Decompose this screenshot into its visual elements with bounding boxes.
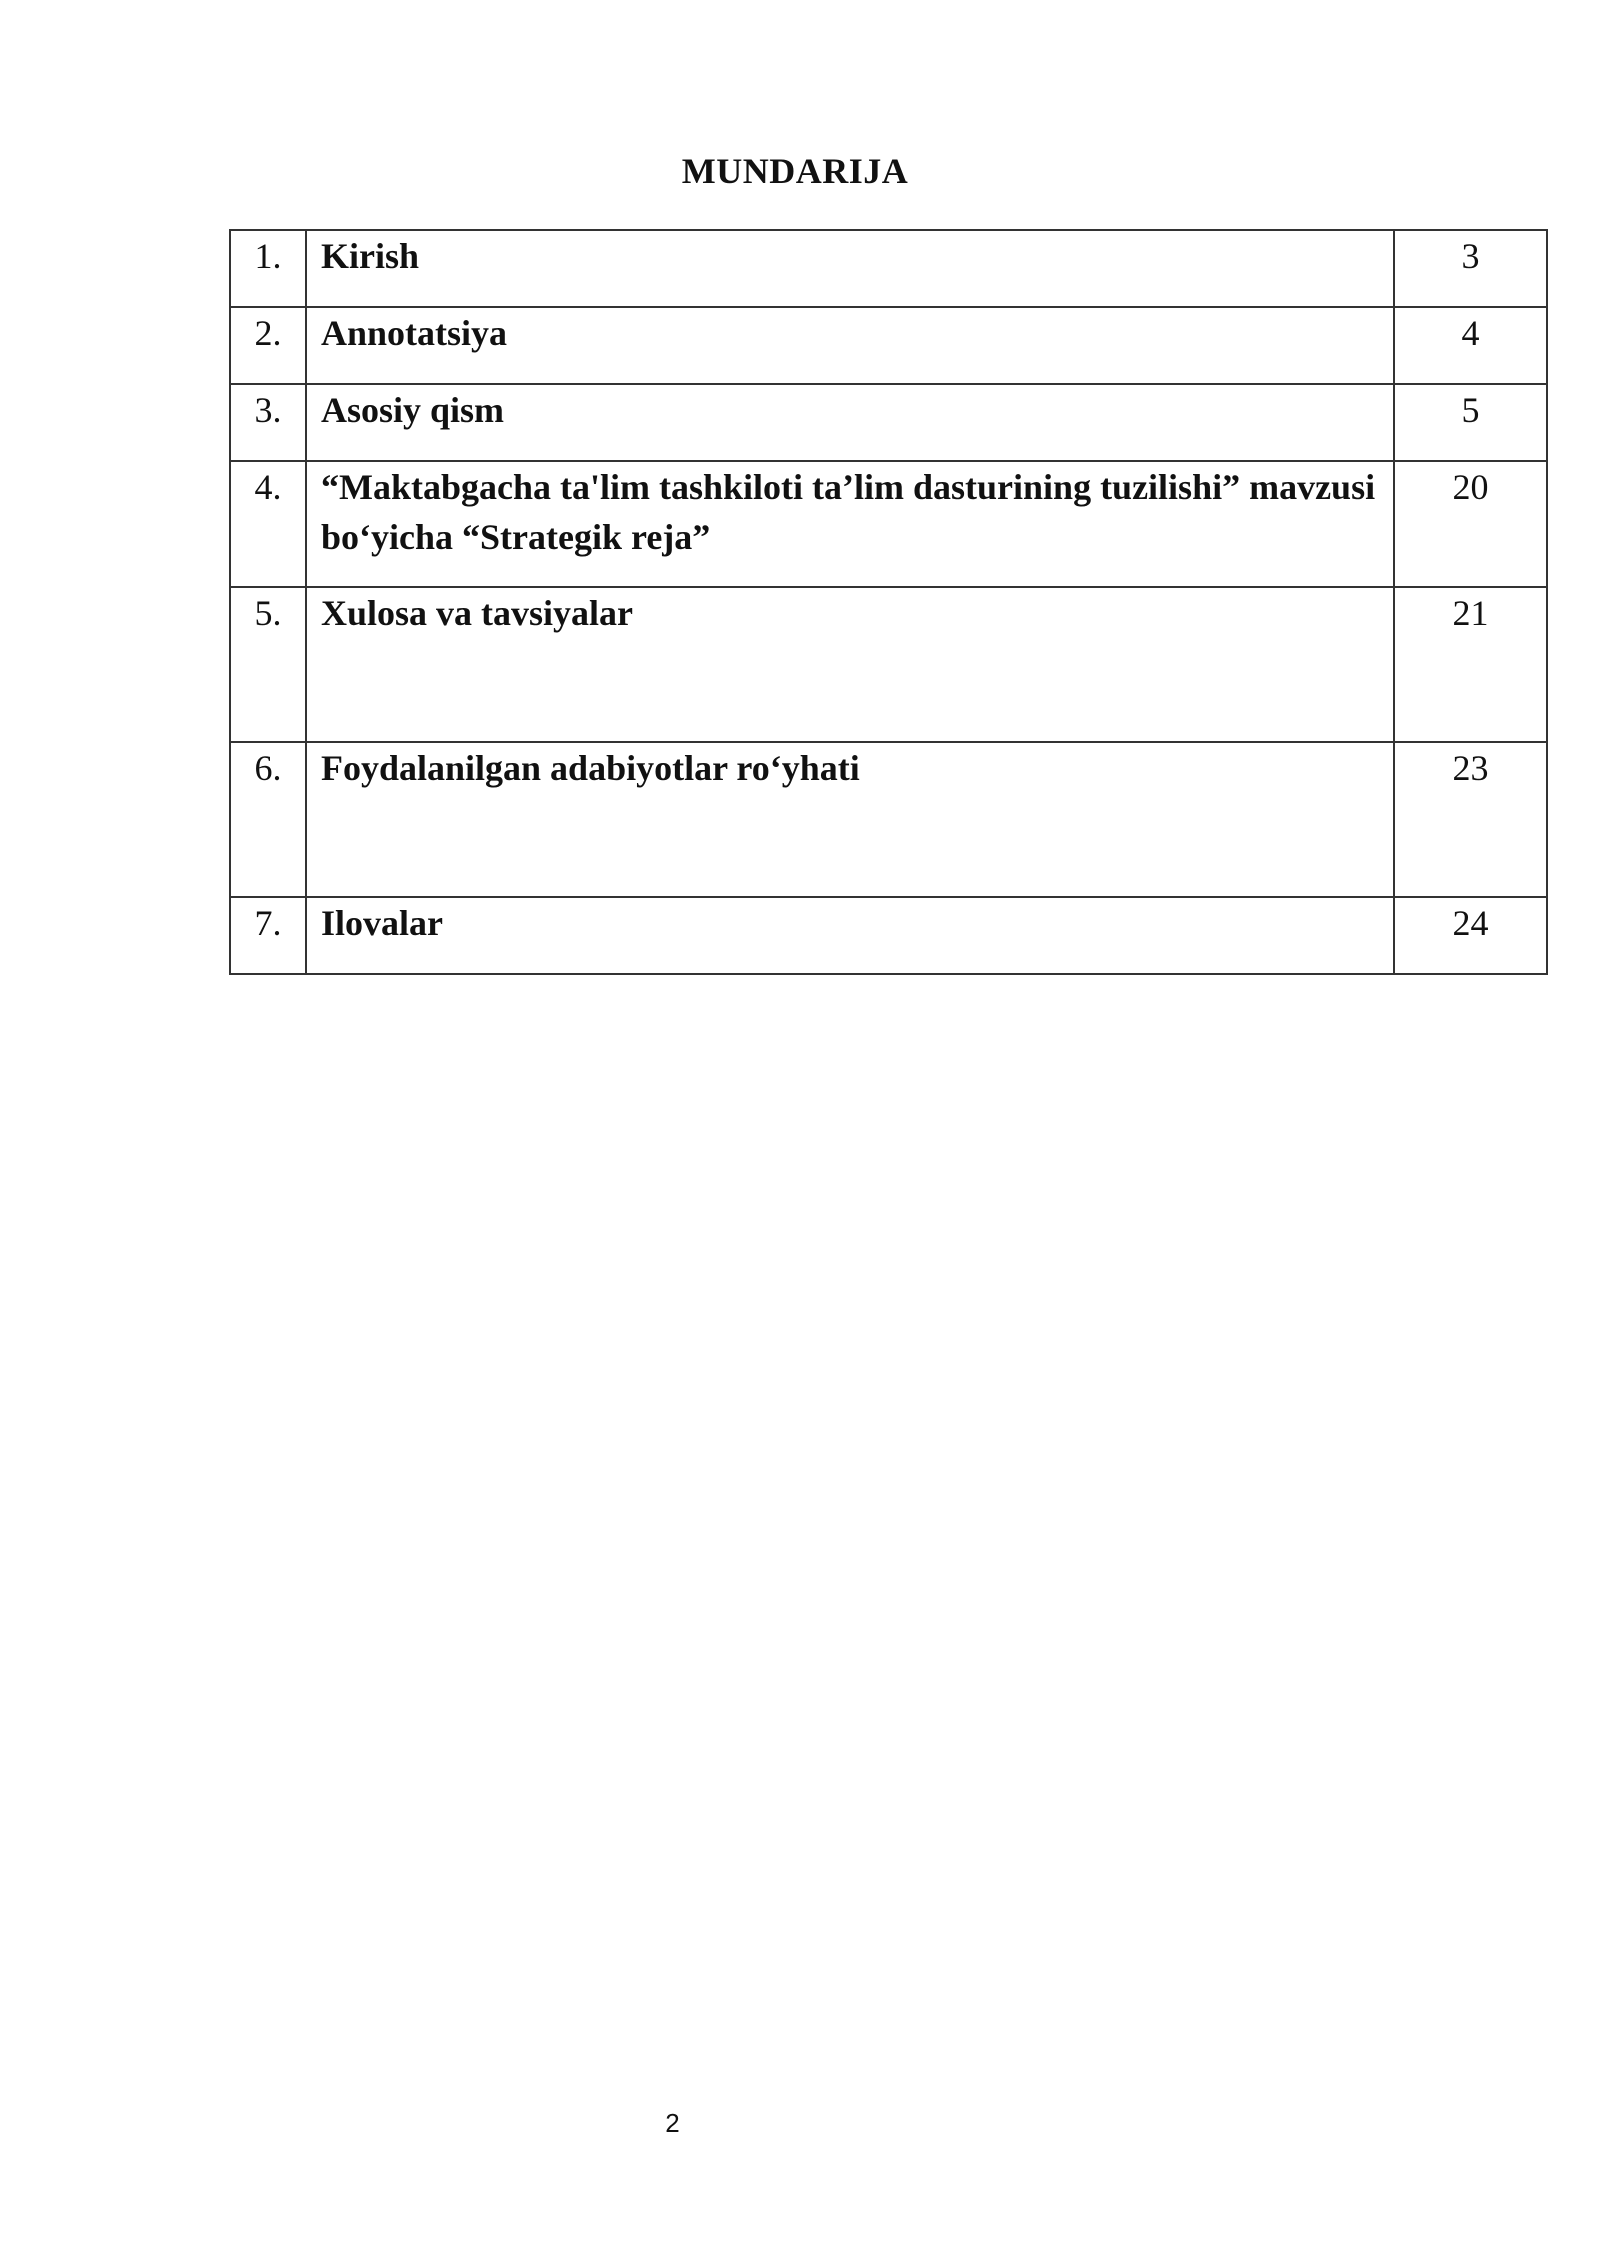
table-of-contents	[229, 229, 1548, 975]
entry-title: Ilovalar	[306, 897, 1394, 974]
table-row	[230, 230, 1547, 307]
page-title: MUNDARIJA	[681, 151, 909, 191]
entry-page: 21	[1394, 587, 1547, 742]
entry-page: 24	[1394, 897, 1547, 974]
entry-page: 23	[1394, 742, 1547, 897]
entry-title: Kirish	[306, 230, 1394, 307]
table-row	[230, 897, 1547, 974]
entry-number: 2.	[230, 307, 306, 384]
entry-page: 4	[1394, 307, 1547, 384]
entry-title: Xulosa va tavsiyalar	[306, 587, 1394, 742]
entry-page: 20	[1394, 461, 1547, 587]
entry-page: 3	[1394, 230, 1547, 307]
entry-title: Annotatsiya	[306, 307, 1394, 384]
entry-number: 4.	[230, 461, 306, 587]
table-row	[230, 307, 1547, 384]
table-row	[230, 742, 1547, 897]
entry-number: 7.	[230, 897, 306, 974]
table-row	[230, 461, 1547, 587]
entry-number: 6.	[230, 742, 306, 897]
entry-number: 5.	[230, 587, 306, 742]
entry-title: Foydalanilgan adabiyotlar ro‘yhati	[306, 742, 1394, 897]
entry-number: 1.	[230, 230, 306, 307]
entry-number: 3.	[230, 384, 306, 461]
entry-title: “Maktabgacha ta'lim tashkiloti ta’lim dasturining tuzilishi” mavzusi bo‘yicha “Strategik reja”	[306, 461, 1394, 587]
entry-title: Asosiy qism	[306, 384, 1394, 461]
entry-page: 5	[1394, 384, 1547, 461]
page-number: 2	[665, 2108, 680, 2138]
table-row	[230, 384, 1547, 461]
table-row	[230, 587, 1547, 742]
